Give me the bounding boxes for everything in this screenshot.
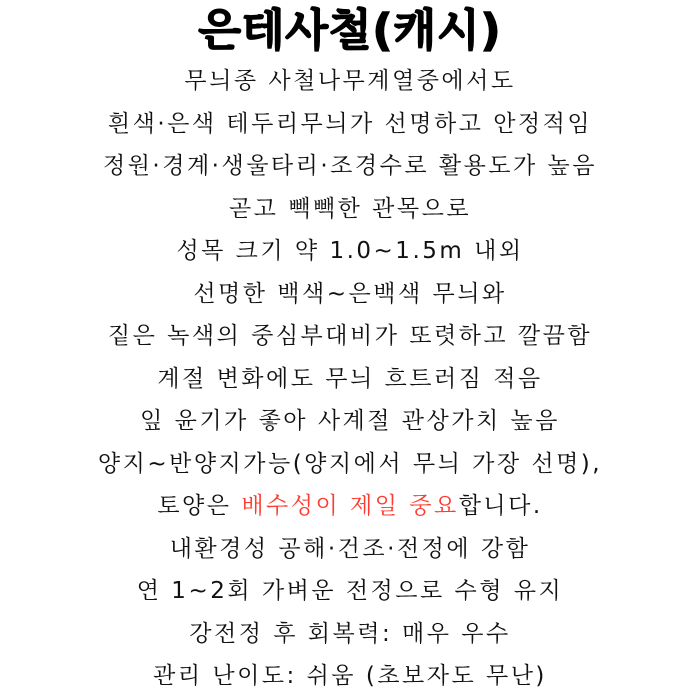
description-line-variegation: 흰색·은색 테두리무늬가 선명하고 안정적임: [107, 110, 593, 137]
description-line-form: 곧고 빽빽한 관목으로: [228, 195, 472, 222]
description-line-tolerance: 내환경성 공해·건조·전정에 강함: [169, 535, 531, 562]
description-line-difficulty: 관리 난이도: 쉬움 (초보자도 무난): [153, 663, 547, 689]
description-line-color: 선명한 백색~은백색 무늬와: [193, 280, 507, 307]
description-lines: [0, 60, 700, 698]
description-line-variety: 무늬종 사철나무계열중에서도: [184, 68, 516, 94]
description-line-recovery: 강전정 후 회복력: 매우 우수: [189, 620, 511, 647]
soil-highlight: 배수성이 제일 중요: [241, 493, 459, 519]
description-line-soil: [0, 485, 700, 528]
page-title: 은테사철(캐시): [198, 5, 502, 56]
description-line-pruning: 연 1~2회 가벼운 전정으로 수형 유지: [136, 578, 564, 604]
soil-prefix: 토양은: [157, 493, 242, 519]
description-line-size: 성목 크기 약 1.0~1.5m 내외: [176, 238, 524, 264]
description-line-uses: 정원·경계·생울타리·조경수로 활용도가 높음: [103, 153, 597, 179]
description-line-seasonal: 계절 변화에도 무늬 흐트러짐 적음: [157, 365, 543, 392]
description-line-contrast: 짙은 녹색의 중심부대비가 또렷하고 깔끔함: [107, 323, 593, 349]
description-line-light: 양지~반양지가능(양지에서 무늬 가장 선명),: [97, 450, 603, 477]
soil-suffix: 합니다.: [458, 493, 543, 519]
description-line-gloss: 잎 윤기가 좋아 사계절 관상가치 높음: [140, 408, 560, 434]
